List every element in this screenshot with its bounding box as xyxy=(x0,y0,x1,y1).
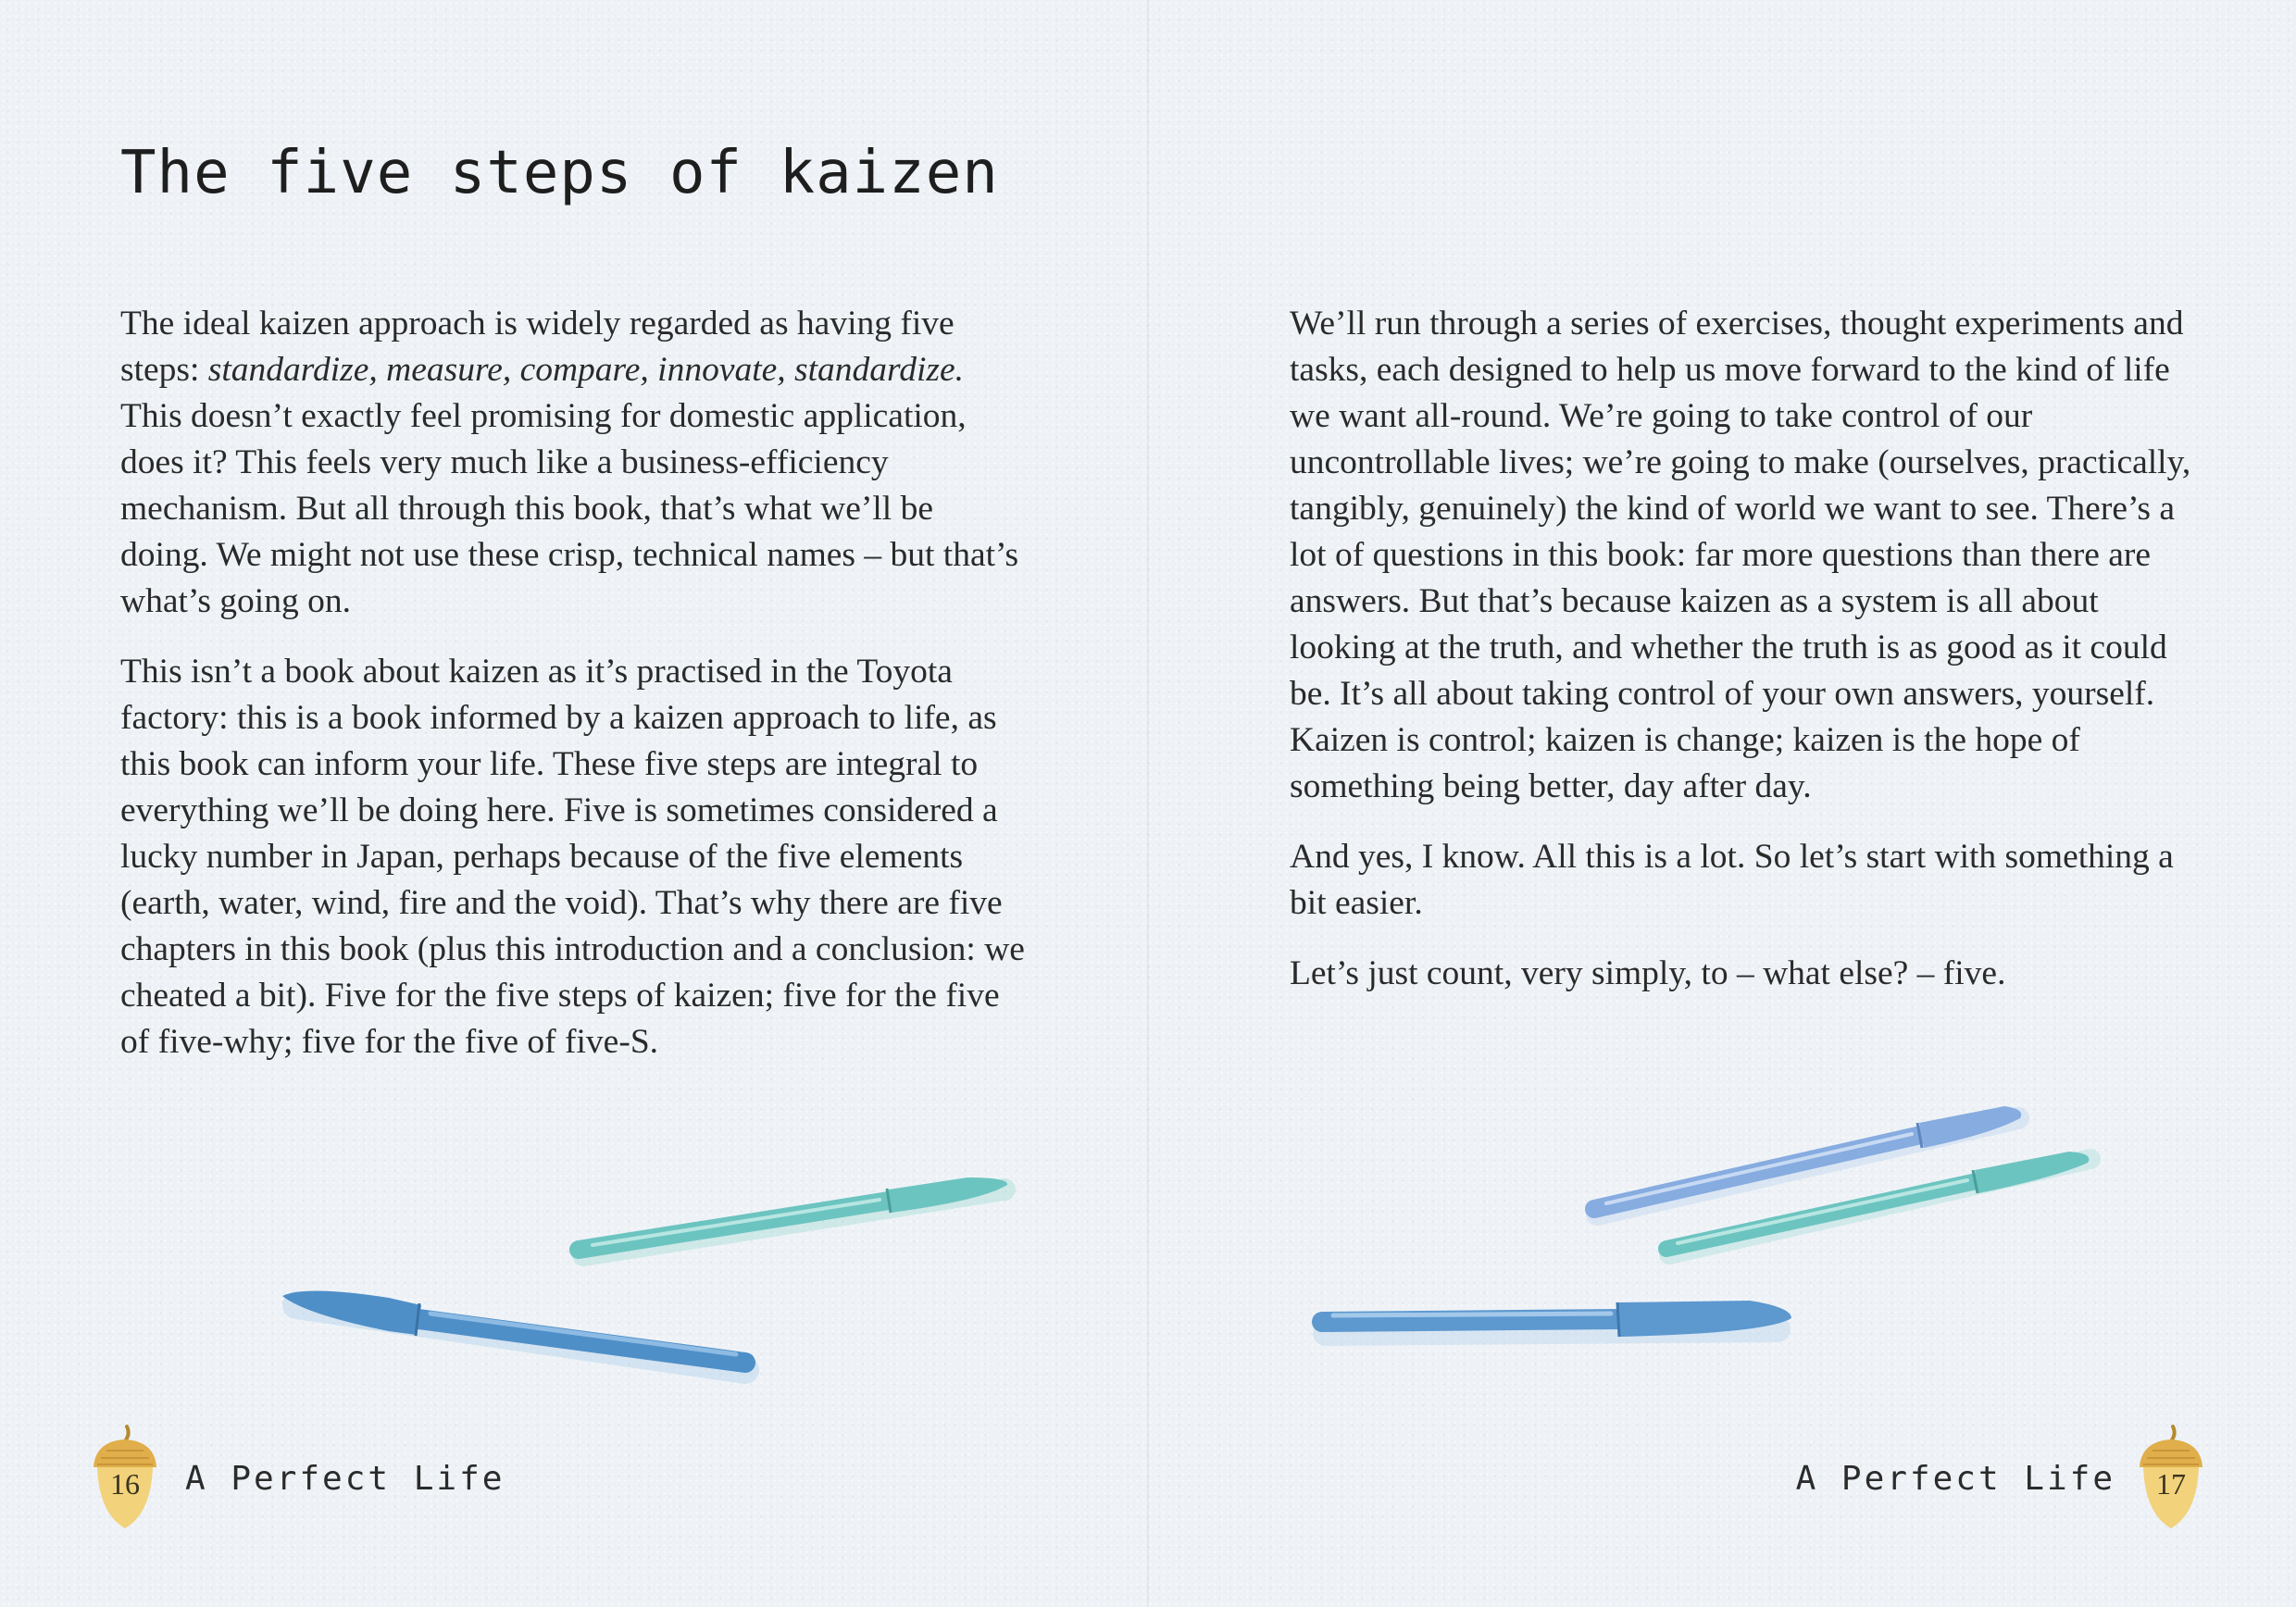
kaizen-steps-list: standardize, measure, compare, innovate, standardize. xyxy=(207,351,965,389)
pen-icon xyxy=(1666,1152,2090,1254)
right-column xyxy=(1290,301,2197,997)
pen-icon xyxy=(282,1290,745,1370)
page-number: 17 xyxy=(2156,1467,2186,1501)
pen-icon xyxy=(1594,1106,2021,1215)
left-paragraph-2: This isn’t a book about kaizen as it’s practised in the Toyota factory: this is a book informed by a kaizen approach to life, as this book can inform your life. These five steps are integral to everything we’ll be doing here. Five is sometimes considered a lucky number in Japan, perhaps because of the five elements (earth, water, wind, fire and the void). That’s why there are five chapters in this book (plus this introduction and a conclusion: we cheated a bit). Five for the five steps of kaizen; five for the five of five-why; five for the five of five-S. xyxy=(120,653,1025,1061)
right-paragraph-1: We’ll run through a series of exercises, thought experiments and tasks, each designed to help us move forward to the kind of life we want all-round. We’re going to take control of our uncontrollable lives; we’re going to make (ourselves, practically, tangibly, genuinely) the kind of world we want to see. There’s a lot of questions in this book: far more questions than there are answers. But that’s because kaizen as a system is all about looking at the truth, and whether the truth is as good as it could be. It’s all about taking control of your own answers, yourself. Kaizen is control; kaizen is change; kaizen is the hope of something being better, day after day. xyxy=(1290,305,2191,805)
left-paragraph-1: The ideal kaizen approach is widely regarded as having five steps: standardize, measure, compare, innovate, standardize. This doesn’t exactly feel promising for domestic application, does it? This feels very much like a business-efficiency mechanism. But all through this book, that’s what we’ll be doing. We might not use these crisp, technical names – but that’s what’s going on. xyxy=(120,305,1019,620)
right-paragraph-3: Let’s just count, very simply, to – what else? – five. xyxy=(1290,954,2006,992)
running-title: A Perfect Life xyxy=(185,1460,505,1498)
pen-icon xyxy=(1322,1301,1791,1337)
left-column xyxy=(120,301,1028,1065)
footer-right xyxy=(1795,1421,2213,1532)
page-title: The five steps of kaizen xyxy=(120,139,999,207)
footer-left xyxy=(88,1421,569,1532)
page-gutter xyxy=(1147,0,1149,1607)
pen-icon xyxy=(579,1177,1007,1255)
right-paragraph-2: And yes, I know. All this is a lot. So let’s start with something a bit easier. xyxy=(1290,838,2174,922)
page-number: 16 xyxy=(110,1467,140,1501)
running-title: A Perfect Life xyxy=(1795,1460,2115,1498)
